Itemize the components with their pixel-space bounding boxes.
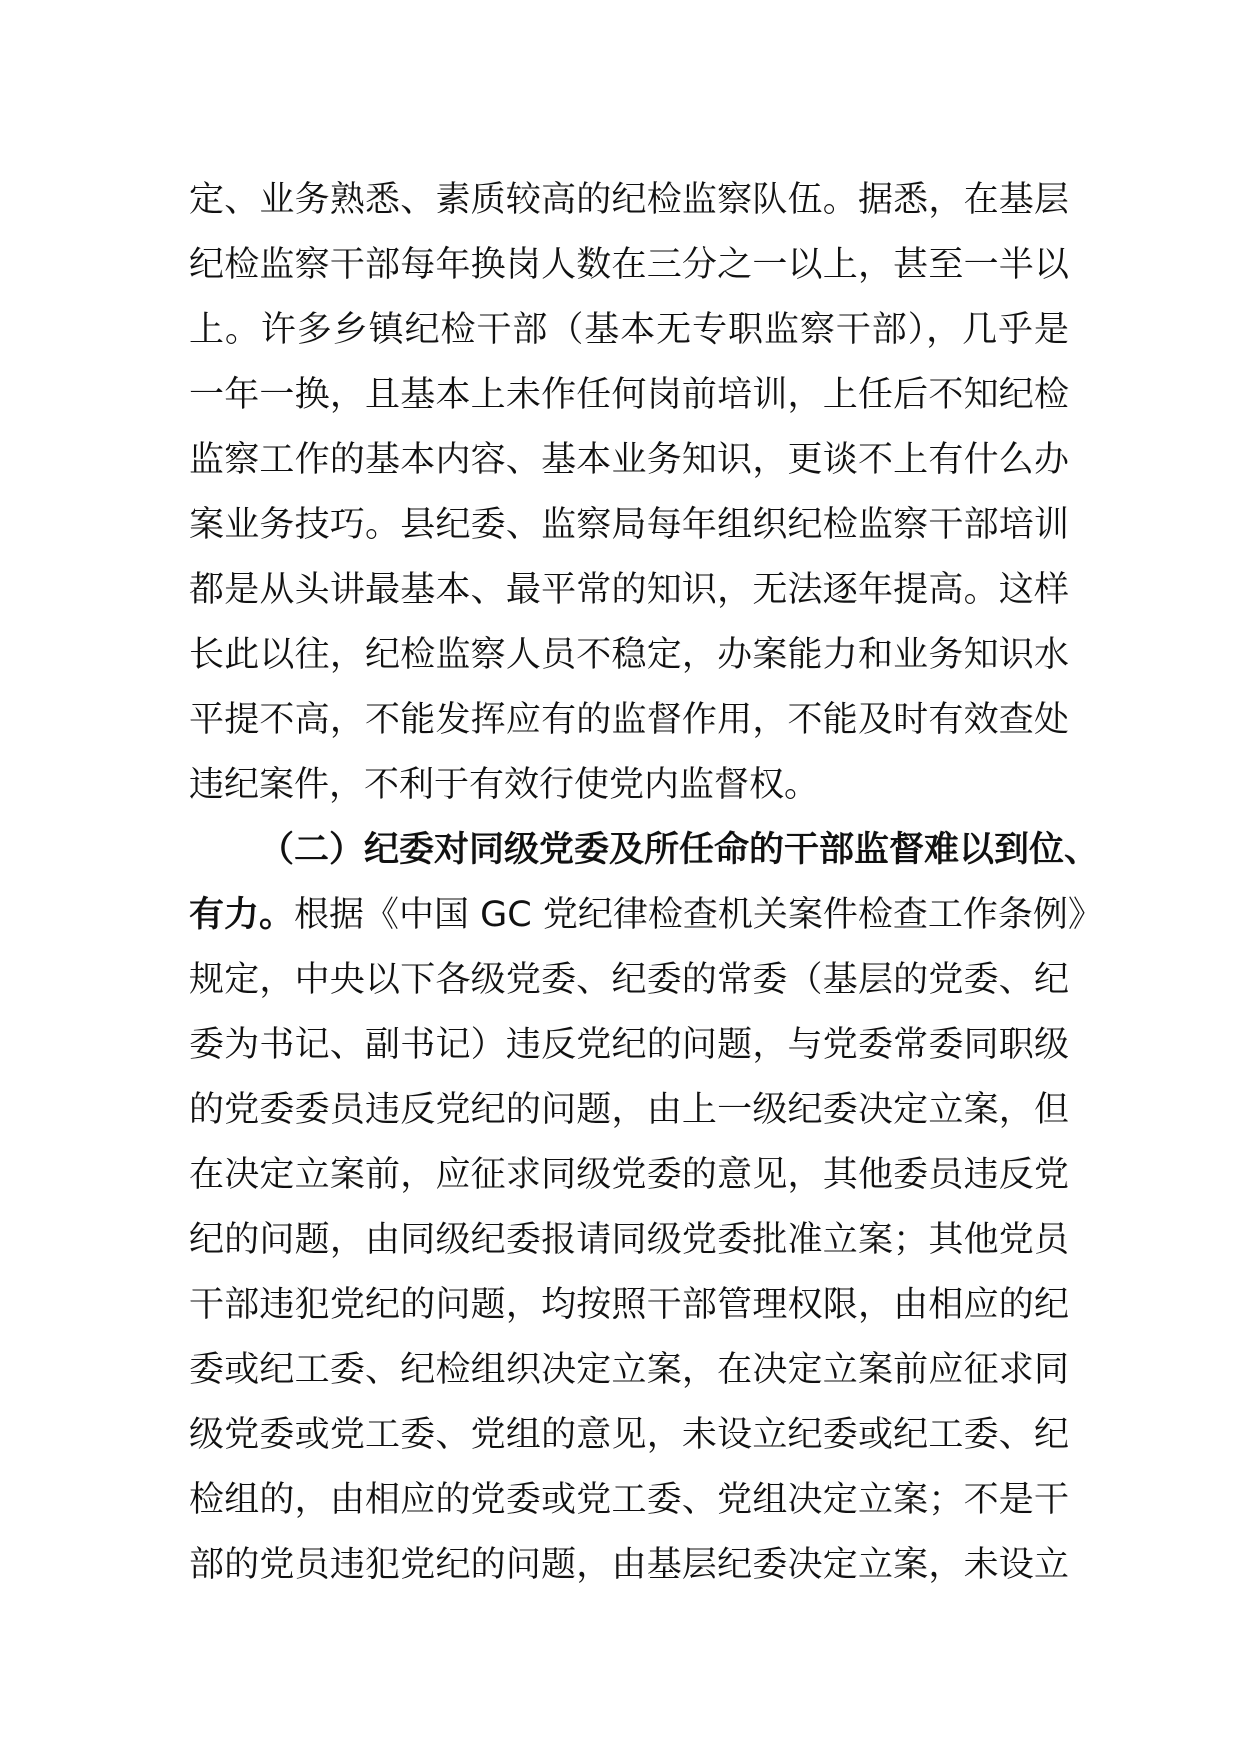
text-line: 规定，中央以下各级党委、纪委的常委（基层的党委、纪 bbox=[189, 960, 1069, 1000]
paragraph-2 bbox=[189, 818, 1103, 1598]
text-line: 部的党员违犯党纪的问题，由基层纪委决定立案，未设立 bbox=[189, 1545, 1069, 1585]
text-line: 定、业务熟悉、素质较高的纪检监察队伍。据悉，在基层 bbox=[189, 180, 1069, 220]
text-line: 案业务技巧。县纪委、监察局每年组织纪检监察干部培训 bbox=[189, 505, 1069, 545]
document-body bbox=[189, 168, 1103, 1598]
text-line: 委或纪工委、纪检组织决定立案，在决定立案前应征求同 bbox=[189, 1350, 1069, 1390]
text-line: 长此以往，纪检监察人员不稳定，办案能力和业务知识水 bbox=[189, 635, 1069, 675]
text-line: 上。许多乡镇纪检干部（基本无专职监察干部），几乎是 bbox=[189, 310, 1069, 350]
text-line: 干部违犯党纪的问题，均按照干部管理权限，由相应的纪 bbox=[189, 1285, 1069, 1325]
text-line: 在决定立案前，应征求同级党委的意见，其他委员违反党 bbox=[189, 1155, 1069, 1195]
text-line: 违纪案件，不利于有效行使党内监督权。 bbox=[189, 765, 820, 805]
section-heading: （二）纪委对同级党委及所任命的干部监督难以到位、 bbox=[259, 830, 1100, 870]
text-line: 都是从头讲最基本、最平常的知识，无法逐年提高。这样 bbox=[189, 570, 1069, 610]
text-line: 检组的，由相应的党委或党工委、党组决定立案；不是干 bbox=[189, 1480, 1069, 1520]
paragraph-1 bbox=[189, 168, 1069, 818]
text-line: 委为书记、副书记）违反党纪的问题，与党委常委同职级 bbox=[189, 1025, 1069, 1065]
section-heading-end: 有力。 bbox=[189, 895, 295, 935]
text-line: 一年一换，且基本上未作任何岗前培训，上任后不知纪检 bbox=[189, 375, 1069, 415]
text-line: 纪的问题，由同级纪委报请同级党委批准立案；其他党员 bbox=[189, 1220, 1069, 1260]
text-line: 的党委委员违反党纪的问题，由上一级纪委决定立案，但 bbox=[189, 1090, 1069, 1130]
text-line: 监察工作的基本内容、基本业务知识，更谈不上有什么办 bbox=[189, 440, 1069, 480]
text-line: 级党委或党工委、党组的意见，未设立纪委或纪工委、纪 bbox=[189, 1415, 1069, 1455]
text-line bbox=[189, 883, 1103, 948]
text-line: 纪检监察干部每年换岗人数在三分之一以上，甚至一半以 bbox=[189, 245, 1069, 285]
text-line: 平提不高，不能发挥应有的监督作用，不能及时有效查处 bbox=[189, 700, 1069, 740]
text-line-rest: 根据《中国 GC 党纪律检查机关案件检查工作条例》 bbox=[294, 895, 1103, 935]
